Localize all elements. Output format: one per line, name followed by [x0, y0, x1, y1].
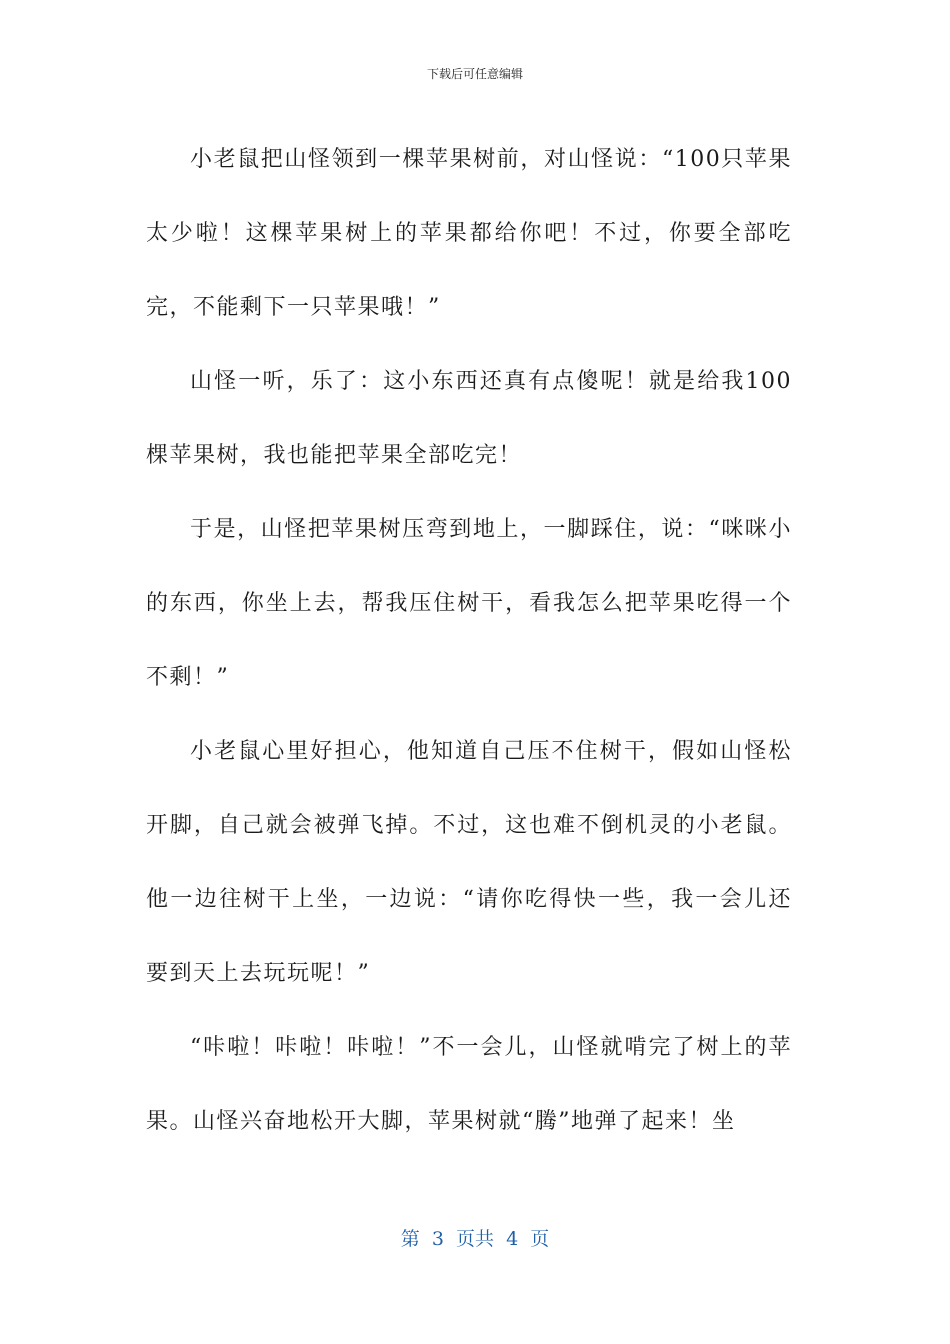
paragraph-4: 小老鼠心里好担心，他知道自己压不住树干，假如山怪松开脚，自己就会被弹飞掉。不过，这也难不倒机灵的小老鼠。他一边往树干上坐，一边说：“请你吃得快一些，我一会儿还要到天上去玩玩呢！” — [146, 739, 792, 986]
paragraph-1: 小老鼠把山怪领到一棵苹果树前，对山怪说：“100只苹果太少啦！这棵苹果树上的苹果都给你吧！不过，你要全部吃完，不能剩下一只苹果哦！” — [146, 147, 792, 320]
paragraph-3: 于是，山怪把苹果树压弯到地上，一脚踩住，说：“咪咪小的东西，你坐上去，帮我压住树干，看我怎么把苹果吃得一个不剩！” — [146, 517, 792, 690]
document-body — [146, 123, 792, 1159]
page-number-footer: 第 3 页共 4 页 — [400, 1228, 550, 1250]
paragraph-5: “咔啦！咔啦！咔啦！”不一会儿，山怪就啃完了树上的苹果。山怪兴奋地松开大脚，苹果树就“腾”地弹了起来！坐 — [146, 1035, 792, 1134]
paragraph-2: 山怪一听，乐了：这小东西还真有点傻呢！就是给我100棵苹果树，我也能把苹果全部吃完！ — [146, 369, 792, 468]
page-header: 下载后可任意编辑 — [426, 67, 523, 81]
